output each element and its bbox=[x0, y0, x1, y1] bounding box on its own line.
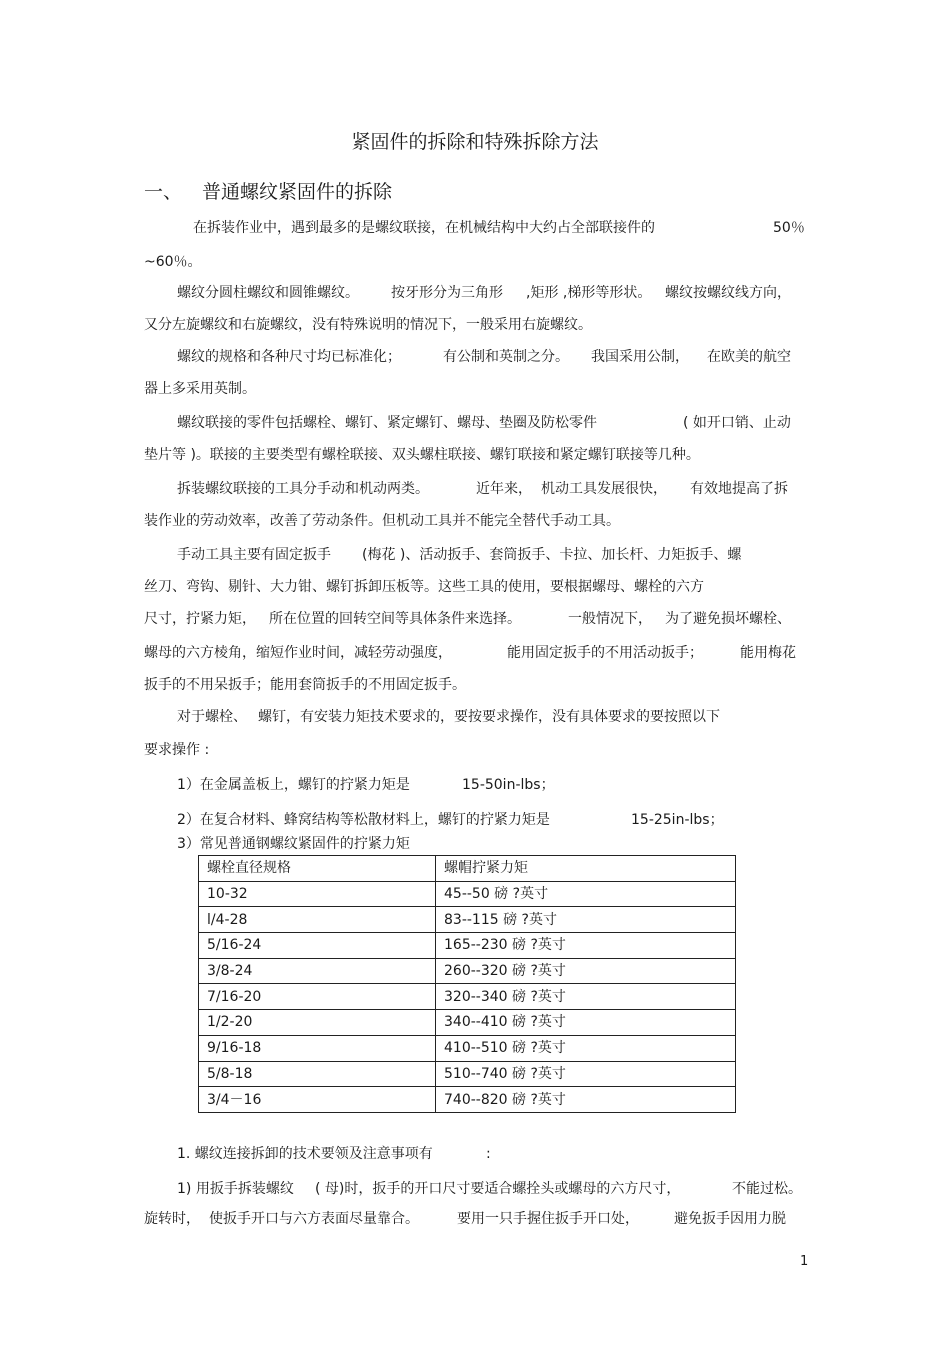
document-title: 紧固件的拆除和特殊拆除方法 bbox=[351, 131, 599, 153]
subsection-heading: 1. 螺纹连接拆卸的技术要领及注意事项有 bbox=[177, 1146, 433, 1162]
section-number: 一、 bbox=[144, 181, 183, 203]
paragraph-line: 器上多采用英制。 bbox=[144, 381, 256, 397]
paragraph-line: 要用一只手握住扳手开口处， bbox=[457, 1211, 639, 1227]
table-header-row bbox=[199, 856, 736, 882]
paragraph-line: 避免扳手因用力脱 bbox=[674, 1211, 786, 1227]
table-row bbox=[199, 1035, 736, 1061]
table-cell: 165--230 磅 ?英寸 bbox=[436, 933, 736, 959]
paragraph-line: 垫片等 )。联接的主要类型有螺栓联接、双头螺柱联接、螺钉联接和紧定螺钉联接等几种。 bbox=[144, 447, 700, 463]
paragraph-line: 又分左旋螺纹和右旋螺纹，没有特殊说明的情况下，一般采用右旋螺纹。 bbox=[144, 317, 592, 333]
table-cell: 260--320 磅 ?英寸 bbox=[436, 958, 736, 984]
subsection-heading-colon: : bbox=[486, 1146, 491, 1162]
table-cell: 510--740 磅 ?英寸 bbox=[436, 1061, 736, 1087]
table-row bbox=[199, 881, 736, 907]
list-item-value: 15-50in-lbs； bbox=[462, 777, 555, 793]
torque-table bbox=[198, 855, 736, 1113]
paragraph-line: ( 母)时，扳手的开口尺寸要适合螺拴头或螺母的六方尺寸， bbox=[315, 1181, 681, 1197]
paragraph-line: (梅花 )、活动扳手、套筒扳手、卡拉、加长杆、力矩扳手、螺 bbox=[362, 547, 742, 563]
table-cell: l/4-28 bbox=[199, 907, 436, 933]
table-header-cell: 螺栓直径规格 bbox=[199, 856, 436, 882]
paragraph-line: 装作业的劳动效率，改善了劳动条件。但机动工具并不能完全替代手动工具。 bbox=[144, 513, 620, 529]
table-row bbox=[199, 958, 736, 984]
paragraph-line: 螺纹分圆柱螺纹和圆锥螺纹。 bbox=[177, 285, 359, 301]
paragraph-line: 1) 用扳手拆装螺纹 bbox=[177, 1181, 294, 1197]
paragraph-line: 按牙形分为三角形 bbox=[391, 285, 503, 301]
page-number: 1 bbox=[800, 1254, 809, 1269]
table-row bbox=[199, 984, 736, 1010]
paragraph-line: 旋转时， bbox=[144, 1211, 200, 1227]
paragraph-line: 在欧美的航空 bbox=[707, 349, 791, 365]
list-item: 2）在复合材料、蜂窝结构等松散材料上，螺钉的拧紧力矩是 bbox=[177, 812, 550, 828]
table-cell: 45--50 磅 ?英寸 bbox=[436, 881, 736, 907]
table-cell: 9/16-18 bbox=[199, 1035, 436, 1061]
paragraph-line: 扳手的不用呆扳手；能用套筒扳手的不用固定扳手。 bbox=[144, 677, 466, 693]
table-header-cell: 螺帽拧紧力矩 bbox=[436, 856, 736, 882]
paragraph-line: 在拆装作业中，遇到最多的是螺纹联接，在机械结构中大约占全部联接件的 bbox=[193, 220, 655, 236]
paragraph-line: 尺寸，拧紧力矩， bbox=[144, 611, 256, 627]
paragraph-line: 螺纹的规格和各种尺寸均已标准化； bbox=[177, 349, 401, 365]
paragraph-line: 我国采用公制， bbox=[591, 349, 689, 365]
table-row bbox=[199, 1087, 736, 1113]
table-cell: 83--115 磅 ?英寸 bbox=[436, 907, 736, 933]
paragraph-line: 50％ bbox=[773, 220, 805, 236]
section-heading: 普通螺纹紧固件的拆除 bbox=[202, 181, 393, 203]
paragraph-line: 螺母的六方棱角，缩短作业时间，减轻劳动强度， bbox=[144, 645, 452, 661]
table-row bbox=[199, 1010, 736, 1036]
paragraph-line: ( 如开口销、止动 bbox=[683, 415, 791, 431]
paragraph-line: 近年来， bbox=[476, 481, 532, 497]
list-item: 1）在金属盖板上，螺钉的拧紧力矩是 bbox=[177, 777, 410, 793]
paragraph-line: 一般情况下， bbox=[568, 611, 652, 627]
table-cell: 1/2-20 bbox=[199, 1010, 436, 1036]
table-cell: 320--340 磅 ?英寸 bbox=[436, 984, 736, 1010]
paragraph-line: 所在位置的回转空间等具体条件来选择。 bbox=[269, 611, 521, 627]
paragraph-line: ,矩形 ,梯形等形状。 bbox=[526, 285, 652, 301]
paragraph-line: 螺纹联接的零件包括螺栓、螺钉、紧定螺钉、螺母、垫圈及防松零件 bbox=[177, 415, 597, 431]
table-cell: 3/4－16 bbox=[199, 1087, 436, 1113]
paragraph-line: 能用梅花 bbox=[740, 645, 796, 661]
paragraph-line: 丝刀、弯钩、剔针、大力钳、螺钉拆卸压板等。这些工具的使用，要根据螺母、螺栓的六方 bbox=[144, 579, 704, 595]
table-row bbox=[199, 933, 736, 959]
table-cell: 340--410 磅 ?英寸 bbox=[436, 1010, 736, 1036]
paragraph-line: 使扳手开口与六方表面尽量靠合。 bbox=[209, 1211, 419, 1227]
paragraph-line: 螺纹按螺纹线方向， bbox=[665, 285, 791, 301]
table-cell: 10-32 bbox=[199, 881, 436, 907]
table-row bbox=[199, 907, 736, 933]
list-item-value: 15-25in-lbs； bbox=[631, 812, 724, 828]
paragraph-line: 对于螺栓、 bbox=[177, 709, 247, 725]
paragraph-line: ~60％。 bbox=[144, 254, 202, 270]
table-row bbox=[199, 1061, 736, 1087]
table-cell: 7/16-20 bbox=[199, 984, 436, 1010]
paragraph-line: 有公制和英制之分。 bbox=[443, 349, 569, 365]
paragraph-line: 要求操作 : bbox=[144, 742, 210, 758]
paragraph-line: 机动工具发展很快， bbox=[541, 481, 667, 497]
table-cell: 410--510 磅 ?英寸 bbox=[436, 1035, 736, 1061]
paragraph-line: 拆装螺纹联接的工具分手动和机动两类。 bbox=[177, 481, 429, 497]
table-cell: 3/8-24 bbox=[199, 958, 436, 984]
list-item: 3）常见普通钢螺纹紧固件的拧紧力矩 bbox=[177, 836, 410, 852]
paragraph-line: 有效地提高了拆 bbox=[690, 481, 788, 497]
table-cell: 5/8-18 bbox=[199, 1061, 436, 1087]
paragraph-line: 为了避免损坏螺栓、 bbox=[665, 611, 791, 627]
paragraph-line: 螺钉，有安装力矩技术要求的，要按要求操作，没有具体要求的要按照以下 bbox=[258, 709, 720, 725]
table-cell: 5/16-24 bbox=[199, 933, 436, 959]
paragraph-line: 不能过松。 bbox=[732, 1181, 802, 1197]
table-cell: 740--820 磅 ?英寸 bbox=[436, 1087, 736, 1113]
paragraph-line: 手动工具主要有固定扳手 bbox=[177, 547, 331, 563]
paragraph-line: 能用固定扳手的不用活动扳手； bbox=[507, 645, 703, 661]
